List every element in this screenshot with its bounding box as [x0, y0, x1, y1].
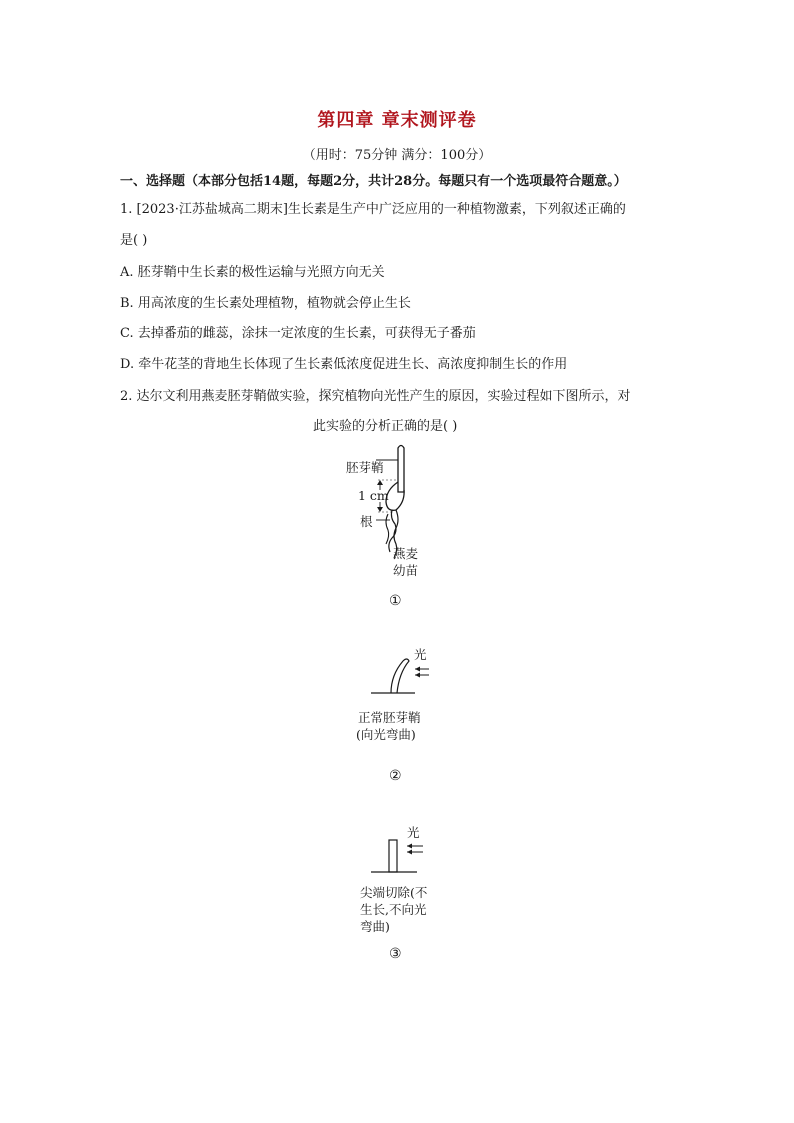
label-1cm: 1 cm [358, 488, 389, 503]
q2-stem-line1: 2. 达尔文利用燕麦胚芽鞘做实验，探究植物向光性产生的原因，实验过程如下图所示，对 [120, 389, 631, 404]
label-seedling-line2: 幼苗 [393, 563, 419, 578]
q1-option-c: C. 去掉番茄的雌蕊，涂抹一定浓度的生长素，可获得无子番茄 [120, 326, 476, 341]
figure-3-number: ③ [389, 946, 402, 962]
fig3-caption-line3: 弯曲) [360, 919, 390, 934]
q1-stem-line1: 1. [2023·江苏盐城高二期末]生长素是生产中广泛应用的一种植物激素，下列叙述正确的 [120, 202, 626, 217]
figure-1-number: ① [389, 593, 402, 609]
q1-stem-line2: 是( ) [120, 233, 148, 248]
fig3-caption-line1: 尖端切除(不 [360, 885, 428, 900]
fig2-caption-line2: (向光弯曲) [356, 727, 416, 742]
time-score-info: （用时：75分钟 满分：100分） [302, 148, 492, 163]
q1-option-d: D. 牵牛花茎的背地生长体现了生长素低浓度促进生长、高浓度抑制生长的作用 [120, 357, 568, 372]
fig2-light-label: 光 [414, 647, 427, 662]
label-coleoptile: 胚芽鞘 [346, 460, 384, 475]
label-seedling-line1: 燕麦 [393, 546, 419, 561]
bending-coleoptile-drawing [365, 645, 455, 705]
q2-stem-line2: 此实验的分析正确的是( ) [313, 419, 458, 434]
q1-option-b: B. 用高浓度的生长素处理植物，植物就会停止生长 [120, 296, 411, 311]
fig2-caption-line1: 正常胚芽鞘 [358, 710, 421, 725]
fig3-light-label: 光 [407, 825, 420, 840]
fig3-caption-line2: 生长,不向光 [360, 902, 427, 917]
q1-option-a: A. 胚芽鞘中生长素的极性运输与光照方向无关 [120, 265, 385, 280]
figure-2-number: ② [389, 768, 402, 784]
label-root: 根 [360, 514, 373, 529]
chapter-title: 第四章 章末测评卷 [317, 110, 477, 131]
section-heading: 一、选择题（本部分包括14题，每题2分，共计28分。每题只有一个选项最符合题意。） [120, 174, 627, 189]
